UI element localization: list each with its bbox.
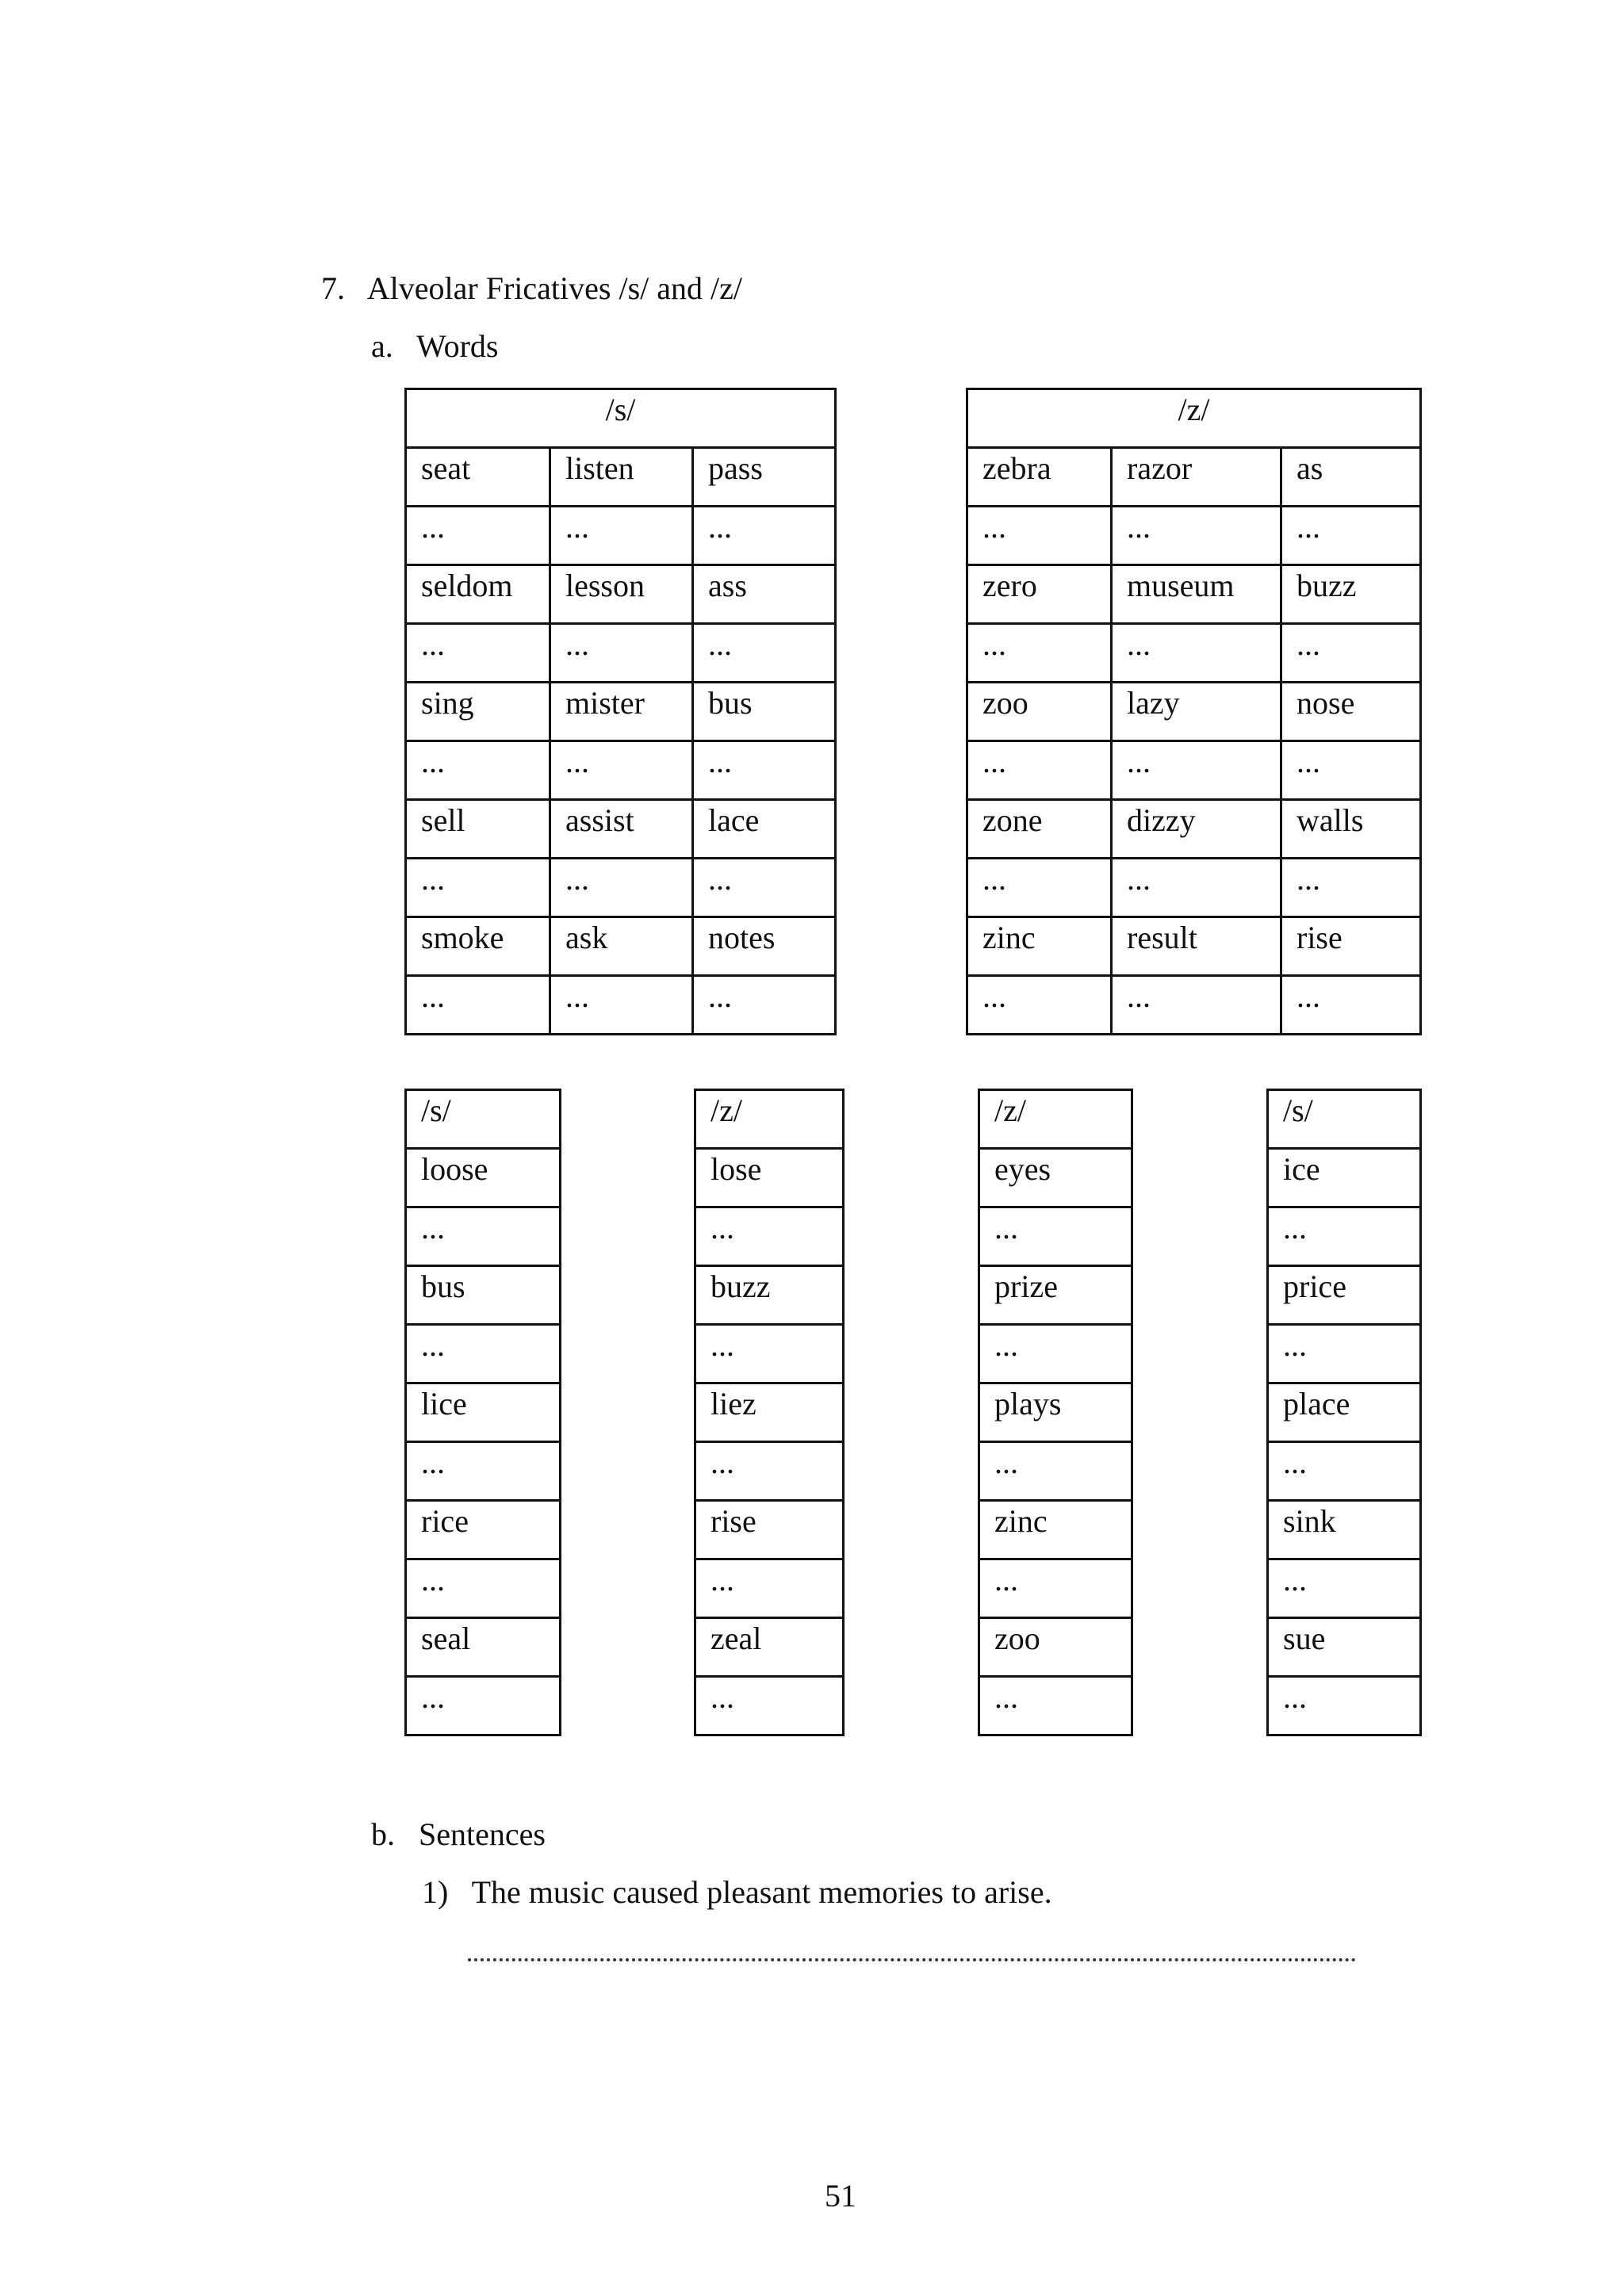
list-item: plays (979, 1383, 1132, 1442)
sentence-number: 1) (422, 1874, 449, 1910)
list-item: ... (1268, 1559, 1421, 1618)
part-b-heading (371, 1816, 546, 1853)
table-cell: ass (693, 565, 836, 624)
table-cell: ... (1112, 507, 1281, 565)
table-cell: ... (1281, 976, 1421, 1035)
sentence-item (422, 1873, 1052, 1911)
sentence-text: The music caused pleasant memories to arise. (471, 1874, 1052, 1910)
table-cell: ... (550, 859, 693, 917)
table-cell: ... (1281, 741, 1421, 800)
part-a-title: Words (416, 328, 499, 364)
list-item: ... (1268, 1325, 1421, 1383)
list-item: ... (979, 1207, 1132, 1266)
table-cell: rise (1281, 917, 1421, 976)
list-item: ... (406, 1325, 561, 1383)
table-cell: razor (1112, 448, 1281, 507)
table-cell: listen (550, 448, 693, 507)
list-item: ... (695, 1559, 844, 1618)
list-item: seal (406, 1618, 561, 1677)
list-item: sink (1268, 1501, 1421, 1559)
z-words-table (966, 388, 1422, 1035)
list-item: ... (695, 1207, 844, 1266)
table-cell: ask (550, 917, 693, 976)
list-item: liez (695, 1383, 844, 1442)
table-cell: walls (1281, 800, 1421, 859)
table-cell: dizzy (1112, 800, 1281, 859)
table-cell: ... (406, 741, 550, 800)
part-a-heading (371, 327, 498, 365)
table-cell: seat (406, 448, 550, 507)
table-cell: zebra (967, 448, 1112, 507)
table-cell: seldom (406, 565, 550, 624)
table-cell: ... (406, 859, 550, 917)
part-b-label: b. (371, 1816, 395, 1852)
table-cell: ... (967, 741, 1112, 800)
table-cell: notes (693, 917, 836, 976)
table-cell: sing (406, 683, 550, 741)
table-cell: ... (1112, 976, 1281, 1035)
s-table-header: /s/ (406, 389, 836, 448)
list-item: ... (695, 1325, 844, 1383)
table-cell: ... (1281, 859, 1421, 917)
list-item: place (1268, 1383, 1421, 1442)
list-item: buzz (695, 1266, 844, 1325)
table-cell: museum (1112, 565, 1281, 624)
list-item: lose (695, 1149, 844, 1207)
list-item: ... (979, 1559, 1132, 1618)
table-cell: ... (1112, 741, 1281, 800)
pair-list-1 (404, 1089, 561, 1736)
page-number: 51 (825, 2178, 856, 2214)
pair-list-header: /z/ (979, 1090, 1132, 1149)
table-cell: smoke (406, 917, 550, 976)
table-cell: result (1112, 917, 1281, 976)
table-cell: ... (967, 624, 1112, 683)
list-item: rise (695, 1501, 844, 1559)
table-cell: lazy (1112, 683, 1281, 741)
table-cell: ... (406, 624, 550, 683)
table-cell: zone (967, 800, 1112, 859)
section-heading (321, 270, 742, 307)
part-b-title: Sentences (419, 1816, 546, 1852)
list-item: zeal (695, 1618, 844, 1677)
table-cell: ... (967, 859, 1112, 917)
table-cell: lesson (550, 565, 693, 624)
list-item: rice (406, 1501, 561, 1559)
list-item: ... (406, 1207, 561, 1266)
pair-list-2 (694, 1089, 845, 1736)
list-item: ... (406, 1677, 561, 1735)
table-cell: ... (967, 507, 1112, 565)
table-cell: as (1281, 448, 1421, 507)
list-item: ... (979, 1677, 1132, 1735)
list-item: ... (1268, 1207, 1421, 1266)
part-a-label: a. (371, 328, 393, 364)
table-cell: ... (1112, 859, 1281, 917)
list-item: bus (406, 1266, 561, 1325)
table-cell: ... (693, 624, 836, 683)
table-cell: ... (406, 976, 550, 1035)
table-cell: nose (1281, 683, 1421, 741)
list-item: zoo (979, 1618, 1132, 1677)
pair-list-header: /z/ (695, 1090, 844, 1149)
table-cell: ... (693, 859, 836, 917)
table-cell: ... (550, 976, 693, 1035)
s-words-table (404, 388, 837, 1035)
pair-list-header: /s/ (406, 1090, 561, 1149)
pair-list-3 (978, 1089, 1133, 1736)
table-cell: sell (406, 800, 550, 859)
list-item: sue (1268, 1618, 1421, 1677)
list-item: ... (979, 1442, 1132, 1501)
table-cell: ... (550, 507, 693, 565)
table-cell: ... (693, 507, 836, 565)
list-item: ... (406, 1559, 561, 1618)
table-cell: zero (967, 565, 1112, 624)
list-item: prize (979, 1266, 1132, 1325)
table-cell: zinc (967, 917, 1112, 976)
list-item: ... (1268, 1677, 1421, 1735)
pair-list-4 (1266, 1089, 1422, 1736)
list-item: lice (406, 1383, 561, 1442)
table-cell: mister (550, 683, 693, 741)
table-cell: ... (550, 624, 693, 683)
table-cell: ... (1281, 507, 1421, 565)
table-cell: ... (967, 976, 1112, 1035)
table-cell: ... (1112, 624, 1281, 683)
section-title: Alveolar Fricatives /s/ and /z/ (366, 270, 742, 306)
list-item: ... (979, 1325, 1132, 1383)
table-cell: assist (550, 800, 693, 859)
table-cell: zoo (967, 683, 1112, 741)
table-cell: ... (550, 741, 693, 800)
list-item: ... (695, 1677, 844, 1735)
pair-list-header: /s/ (1268, 1090, 1421, 1149)
list-item: ... (406, 1442, 561, 1501)
list-item: ice (1268, 1149, 1421, 1207)
list-item: zinc (979, 1501, 1132, 1559)
table-cell: ... (1281, 624, 1421, 683)
list-item: loose (406, 1149, 561, 1207)
answer-line[interactable] (468, 1958, 1356, 1961)
z-table-header: /z/ (967, 389, 1421, 448)
list-item: price (1268, 1266, 1421, 1325)
table-cell: pass (693, 448, 836, 507)
list-item: eyes (979, 1149, 1132, 1207)
table-cell: ... (693, 741, 836, 800)
table-cell: lace (693, 800, 836, 859)
table-cell: ... (693, 976, 836, 1035)
section-number: 7. (321, 270, 345, 306)
table-cell: bus (693, 683, 836, 741)
list-item: ... (695, 1442, 844, 1501)
table-cell: ... (406, 507, 550, 565)
list-item: ... (1268, 1442, 1421, 1501)
table-cell: buzz (1281, 565, 1421, 624)
